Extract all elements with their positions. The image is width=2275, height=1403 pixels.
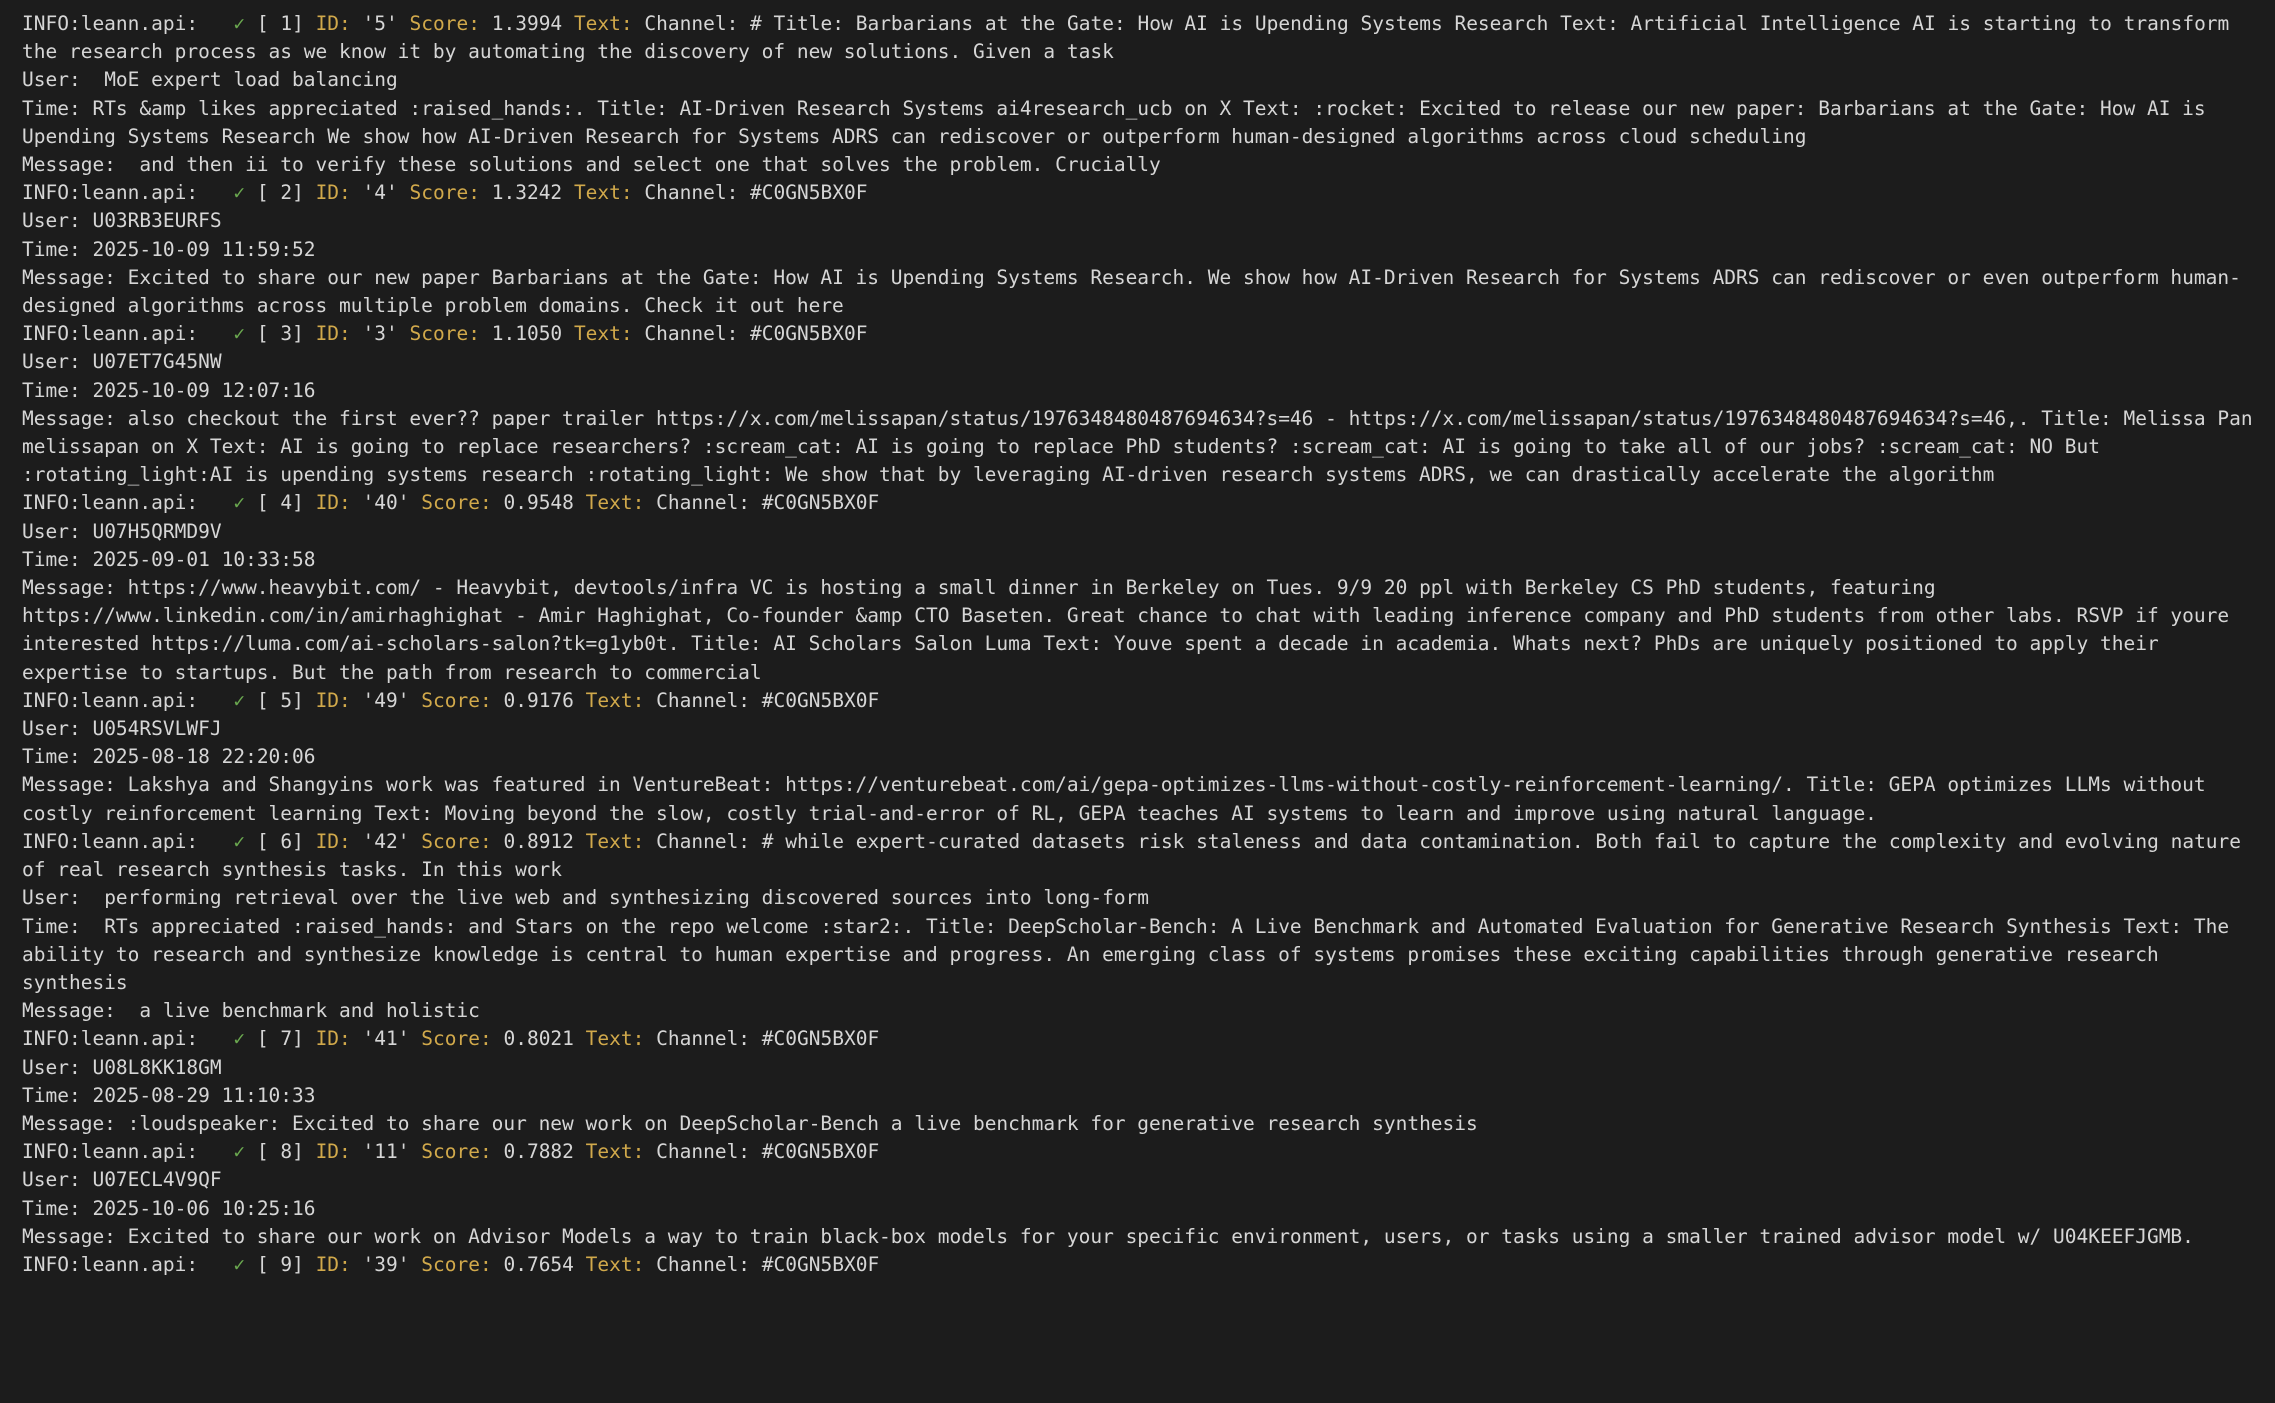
result-message: a live benchmark and holistic — [127, 999, 480, 1023]
result-text: Channel: #C0GN5BX0F — [656, 688, 880, 712]
result-time: 2025-10-09 12:07:16 — [92, 378, 316, 402]
logger-prefix: INFO:leann.api: — [22, 688, 199, 712]
result-score: 0.9176 — [503, 688, 574, 712]
message-label: Message: — [22, 1224, 116, 1248]
check-icon: ✓ — [233, 829, 246, 853]
time-label: Time: — [22, 745, 81, 769]
log-user-line — [22, 207, 2253, 235]
score-label: Score: — [421, 1140, 492, 1164]
result-score: 0.7654 — [503, 1252, 574, 1276]
user-label: User: — [22, 350, 81, 374]
message-label: Message: — [22, 153, 116, 177]
result-index: [ 9] — [256, 1252, 304, 1276]
log-message-line — [22, 997, 2253, 1025]
result-text: Channel: #C0GN5BX0F — [644, 181, 868, 205]
result-index: [ 5] — [256, 688, 304, 712]
log-message-line — [22, 264, 2253, 320]
log-time-line — [22, 95, 2253, 151]
result-id: '42' — [362, 829, 410, 853]
check-icon: ✓ — [233, 181, 246, 205]
result-id: '11' — [362, 1140, 410, 1164]
text-label: Text: — [585, 1027, 645, 1051]
log-message-line — [22, 771, 2253, 827]
check-icon: ✓ — [233, 491, 246, 515]
result-user: U054RSVLWFJ — [92, 717, 222, 741]
id-label: ID: — [315, 491, 351, 515]
log-message-line — [22, 405, 2265, 490]
message-label: Message: — [22, 773, 116, 797]
result-index: [ 1] — [256, 12, 304, 35]
log-result-header — [22, 1025, 2253, 1053]
text-label: Text: — [573, 322, 633, 346]
time-label: Time: — [22, 914, 81, 938]
log-user-line — [22, 715, 2253, 743]
time-label: Time: — [22, 96, 81, 120]
result-id: '4' — [362, 181, 398, 205]
text-label: Text: — [585, 491, 645, 515]
text-label: Text: — [573, 12, 633, 35]
user-label: User: — [22, 68, 81, 92]
result-score: 1.1050 — [491, 322, 563, 346]
result-id: '5' — [362, 12, 398, 35]
log-user-line — [22, 1166, 2253, 1194]
result-score: 0.9548 — [503, 491, 574, 515]
result-id: '3' — [362, 322, 398, 346]
time-label: Time: — [22, 378, 81, 402]
id-label: ID: — [315, 181, 351, 205]
result-user: U07H5QRMD9V — [92, 519, 222, 543]
result-score: 0.8912 — [503, 829, 574, 853]
result-time: 2025-10-09 11:59:52 — [92, 237, 316, 261]
check-icon: ✓ — [233, 1140, 246, 1164]
log-time-line — [22, 236, 2253, 264]
result-text: Channel: # while expert-curated datasets risk staleness and data contamination. Both fail to capture the complexity and evolving nature of real research synthesis tasks. In this work — [22, 829, 2253, 882]
log-user-line — [22, 518, 2253, 546]
message-label: Message: — [22, 406, 116, 430]
result-message: Lakshya and Shangyins work was featured in VentureBeat: https://venturebeat.com/ai/gepa-optimizes-llms-without-costly-reinforcement-learning/. Title: GEPA optimizes LLMs without costly reinforcement learning Text: Moving beyond the slow, costly trial-and-error of RL, GEPA teaches AI systems to learn and improve using natural language. — [22, 773, 2218, 825]
score-label: Score: — [409, 322, 480, 346]
log-user-line — [22, 884, 2253, 912]
logger-prefix: INFO:leann.api: — [22, 12, 199, 35]
id-label: ID: — [315, 1140, 351, 1164]
log-time-line — [22, 377, 2253, 405]
log-message-line — [22, 1223, 2253, 1251]
log-time-line — [22, 743, 2253, 771]
result-time: RTs appreciated :raised_hands: and Stars on the repo welcome :star2:. Title: DeepScholar-Bench: A Live Benchmark and Automated Evaluation for Generative Research Synthesis Text: The ability to research and synthesize knowledge is central to human expertise and progress. An emerging class of systems promises these exciting capabilities through generative research synthesis — [22, 914, 2241, 994]
result-time: 2025-10-06 10:25:16 — [92, 1196, 316, 1220]
result-id: '41' — [362, 1027, 410, 1051]
text-label: Text: — [573, 181, 633, 205]
time-label: Time: — [22, 547, 81, 571]
text-label: Text: — [585, 1140, 645, 1164]
time-label: Time: — [22, 237, 81, 261]
result-id: '39' — [362, 1252, 410, 1276]
log-user-line — [22, 66, 2253, 94]
result-user: U07ECL4V9QF — [92, 1168, 222, 1192]
user-label: User: — [22, 717, 81, 741]
logger-prefix: INFO:leann.api: — [22, 181, 199, 205]
log-result-header — [22, 1138, 2253, 1166]
result-time: 2025-08-18 22:20:06 — [92, 745, 316, 769]
id-label: ID: — [315, 12, 351, 35]
score-label: Score: — [421, 688, 492, 712]
logger-prefix: INFO:leann.api: — [22, 491, 199, 515]
result-user: U07ET7G45NW — [92, 350, 222, 374]
user-label: User: — [22, 1168, 81, 1192]
log-user-line — [22, 1054, 2253, 1082]
result-text: Channel: #C0GN5BX0F — [656, 1252, 880, 1276]
log-result-header — [22, 179, 2253, 207]
logger-prefix: INFO:leann.api: — [22, 829, 199, 853]
result-user: performing retrieval over the live web and synthesizing discovered sources into long-form — [92, 886, 1150, 910]
result-score: 1.3994 — [491, 12, 563, 35]
result-message: :loudspeaker: Excited to share our new work on DeepScholar-Bench a live benchmark for generative research synthesis — [127, 1111, 1478, 1135]
result-message: Excited to share our work on Advisor Models a way to train black-box models for your specific environment, users, or tasks using a smaller trained advisor model w/ U04KEEFJGMB. — [127, 1224, 2194, 1248]
result-score: 1.3242 — [491, 181, 563, 205]
logger-prefix: INFO:leann.api: — [22, 1140, 199, 1164]
score-label: Score: — [421, 1027, 492, 1051]
result-score: 0.7882 — [503, 1140, 574, 1164]
result-text: Channel: #C0GN5BX0F — [656, 1140, 880, 1164]
result-index: [ 2] — [256, 181, 304, 205]
text-label: Text: — [585, 829, 645, 853]
result-id: '49' — [362, 688, 410, 712]
check-icon: ✓ — [233, 1027, 246, 1051]
message-label: Message: — [22, 265, 116, 289]
id-label: ID: — [315, 322, 351, 346]
result-message: and then ii to verify these solutions and select one that solves the problem. Crucially — [127, 153, 1161, 177]
log-message-line — [22, 574, 2253, 687]
log-result-header — [22, 828, 2253, 884]
result-index: [ 3] — [256, 322, 304, 346]
user-label: User: — [22, 886, 81, 910]
result-index: [ 8] — [256, 1140, 304, 1164]
result-text: Channel: #C0GN5BX0F — [656, 1027, 880, 1051]
id-label: ID: — [315, 1252, 351, 1276]
result-time: 2025-08-29 11:10:33 — [92, 1083, 316, 1107]
message-label: Message: — [22, 999, 116, 1023]
result-score: 0.8021 — [503, 1027, 574, 1051]
log-time-line — [22, 546, 2253, 574]
result-id: '40' — [362, 491, 410, 515]
id-label: ID: — [315, 688, 351, 712]
score-label: Score: — [421, 829, 492, 853]
result-text: Channel: #C0GN5BX0F — [644, 322, 868, 346]
id-label: ID: — [315, 1027, 351, 1051]
result-time: RTs &amp likes appreciated :raised_hands:. Title: AI-Driven Research Systems ai4research_ucb on X Text: :rocket: Excited to release our new paper: Barbarians at the Gate: How AI is Upending Systems Research We show how AI-Driven Research for Systems ADRS can rediscover or outperform human-designed algorithms across cloud scheduling — [22, 96, 2218, 148]
result-user: MoE expert load balancing — [92, 68, 398, 92]
check-icon: ✓ — [233, 1252, 246, 1276]
result-message: https://www.heavybit.com/ - Heavybit, devtools/infra VC is hosting a small dinner in Berkeley on Tues. 9/9 20 ppl with Berkeley CS PhD students, featuring https://www.linkedin.com/in/amirhaghighat - Amir Haghighat, Co-founder &amp CTO Baseten. Great chance to chat with leading inference company and PhD students from other labs. RSVP if youre interested https://luma.com/ai-scholars-salon?tk=g1yb0t. Title: AI Scholars Salon Luma Text: Youve spent a decade in academia. Whats next? PhDs are uniquely positioned to apply their expertise to startups. But the path from research to commercial — [22, 576, 2241, 684]
text-label: Text: — [585, 1252, 645, 1276]
log-result-header — [22, 489, 2253, 517]
check-icon: ✓ — [233, 322, 246, 346]
result-user: U08L8KK18GM — [92, 1055, 222, 1079]
score-label: Score: — [409, 12, 480, 35]
log-user-line — [22, 348, 2253, 376]
result-index: [ 7] — [256, 1027, 304, 1051]
logger-prefix: INFO:leann.api: — [22, 322, 199, 346]
log-result-header — [22, 687, 2253, 715]
user-label: User: — [22, 209, 81, 233]
log-message-line — [22, 1110, 2253, 1138]
log-result-header — [22, 320, 2253, 348]
logger-prefix: INFO:leann.api: — [22, 1027, 199, 1051]
result-user: U03RB3EURFS — [92, 209, 222, 233]
check-icon: ✓ — [233, 12, 246, 35]
result-index: [ 4] — [256, 491, 304, 515]
message-label: Message: — [22, 1111, 116, 1135]
log-time-line — [22, 1082, 2253, 1110]
user-label: User: — [22, 519, 81, 543]
log-result-header — [22, 10, 2253, 66]
time-label: Time: — [22, 1083, 81, 1107]
score-label: Score: — [409, 181, 480, 205]
time-label: Time: — [22, 1196, 81, 1220]
result-message: also checkout the first ever?? paper trailer https://x.com/melissapan/status/1976348480487694634?s=46 - https://x.com/melissapan/status/1976348480487694634?s=46,. Title: Melissa Pan melissapan on X Text: AI is going to replace researchers? :scream_cat: AI is going to replace PhD students? :scream_cat: AI is going to take all of our jobs? :scream_cat: NO But :rotating_light:AI is upending systems research :rotating_light: We show that by leveraging AI-driven research systems ADRS, we can drastically accelerate the algorithm — [22, 406, 2265, 487]
score-label: Score: — [421, 491, 492, 515]
log-time-line — [22, 913, 2253, 998]
result-text: Channel: # Title: Barbarians at the Gate: How AI is Upending Systems Research Text: Artificial Intelligence AI is starting to transform the research process as we know it by automating the discovery of new solutions. Given a task — [22, 12, 2242, 64]
log-result-header — [22, 1251, 2253, 1279]
result-text: Channel: #C0GN5BX0F — [656, 491, 880, 515]
result-time: 2025-09-01 10:33:58 — [92, 547, 316, 571]
result-message: Excited to share our new paper Barbarians at the Gate: How AI is Upending Systems Research. We show how AI-Driven Research for Systems ADRS can rediscover or even outperform human-designed algorithms across multiple problem domains. Check it out here — [22, 265, 2241, 318]
log-message-line — [22, 151, 2253, 179]
logger-prefix: INFO:leann.api: — [22, 1252, 199, 1276]
score-label: Score: — [421, 1252, 492, 1276]
id-label: ID: — [315, 829, 351, 853]
text-label: Text: — [585, 688, 645, 712]
user-label: User: — [22, 1055, 81, 1079]
message-label: Message: — [22, 576, 116, 600]
result-index: [ 6] — [256, 829, 304, 853]
check-icon: ✓ — [233, 688, 246, 712]
log-time-line — [22, 1195, 2253, 1223]
